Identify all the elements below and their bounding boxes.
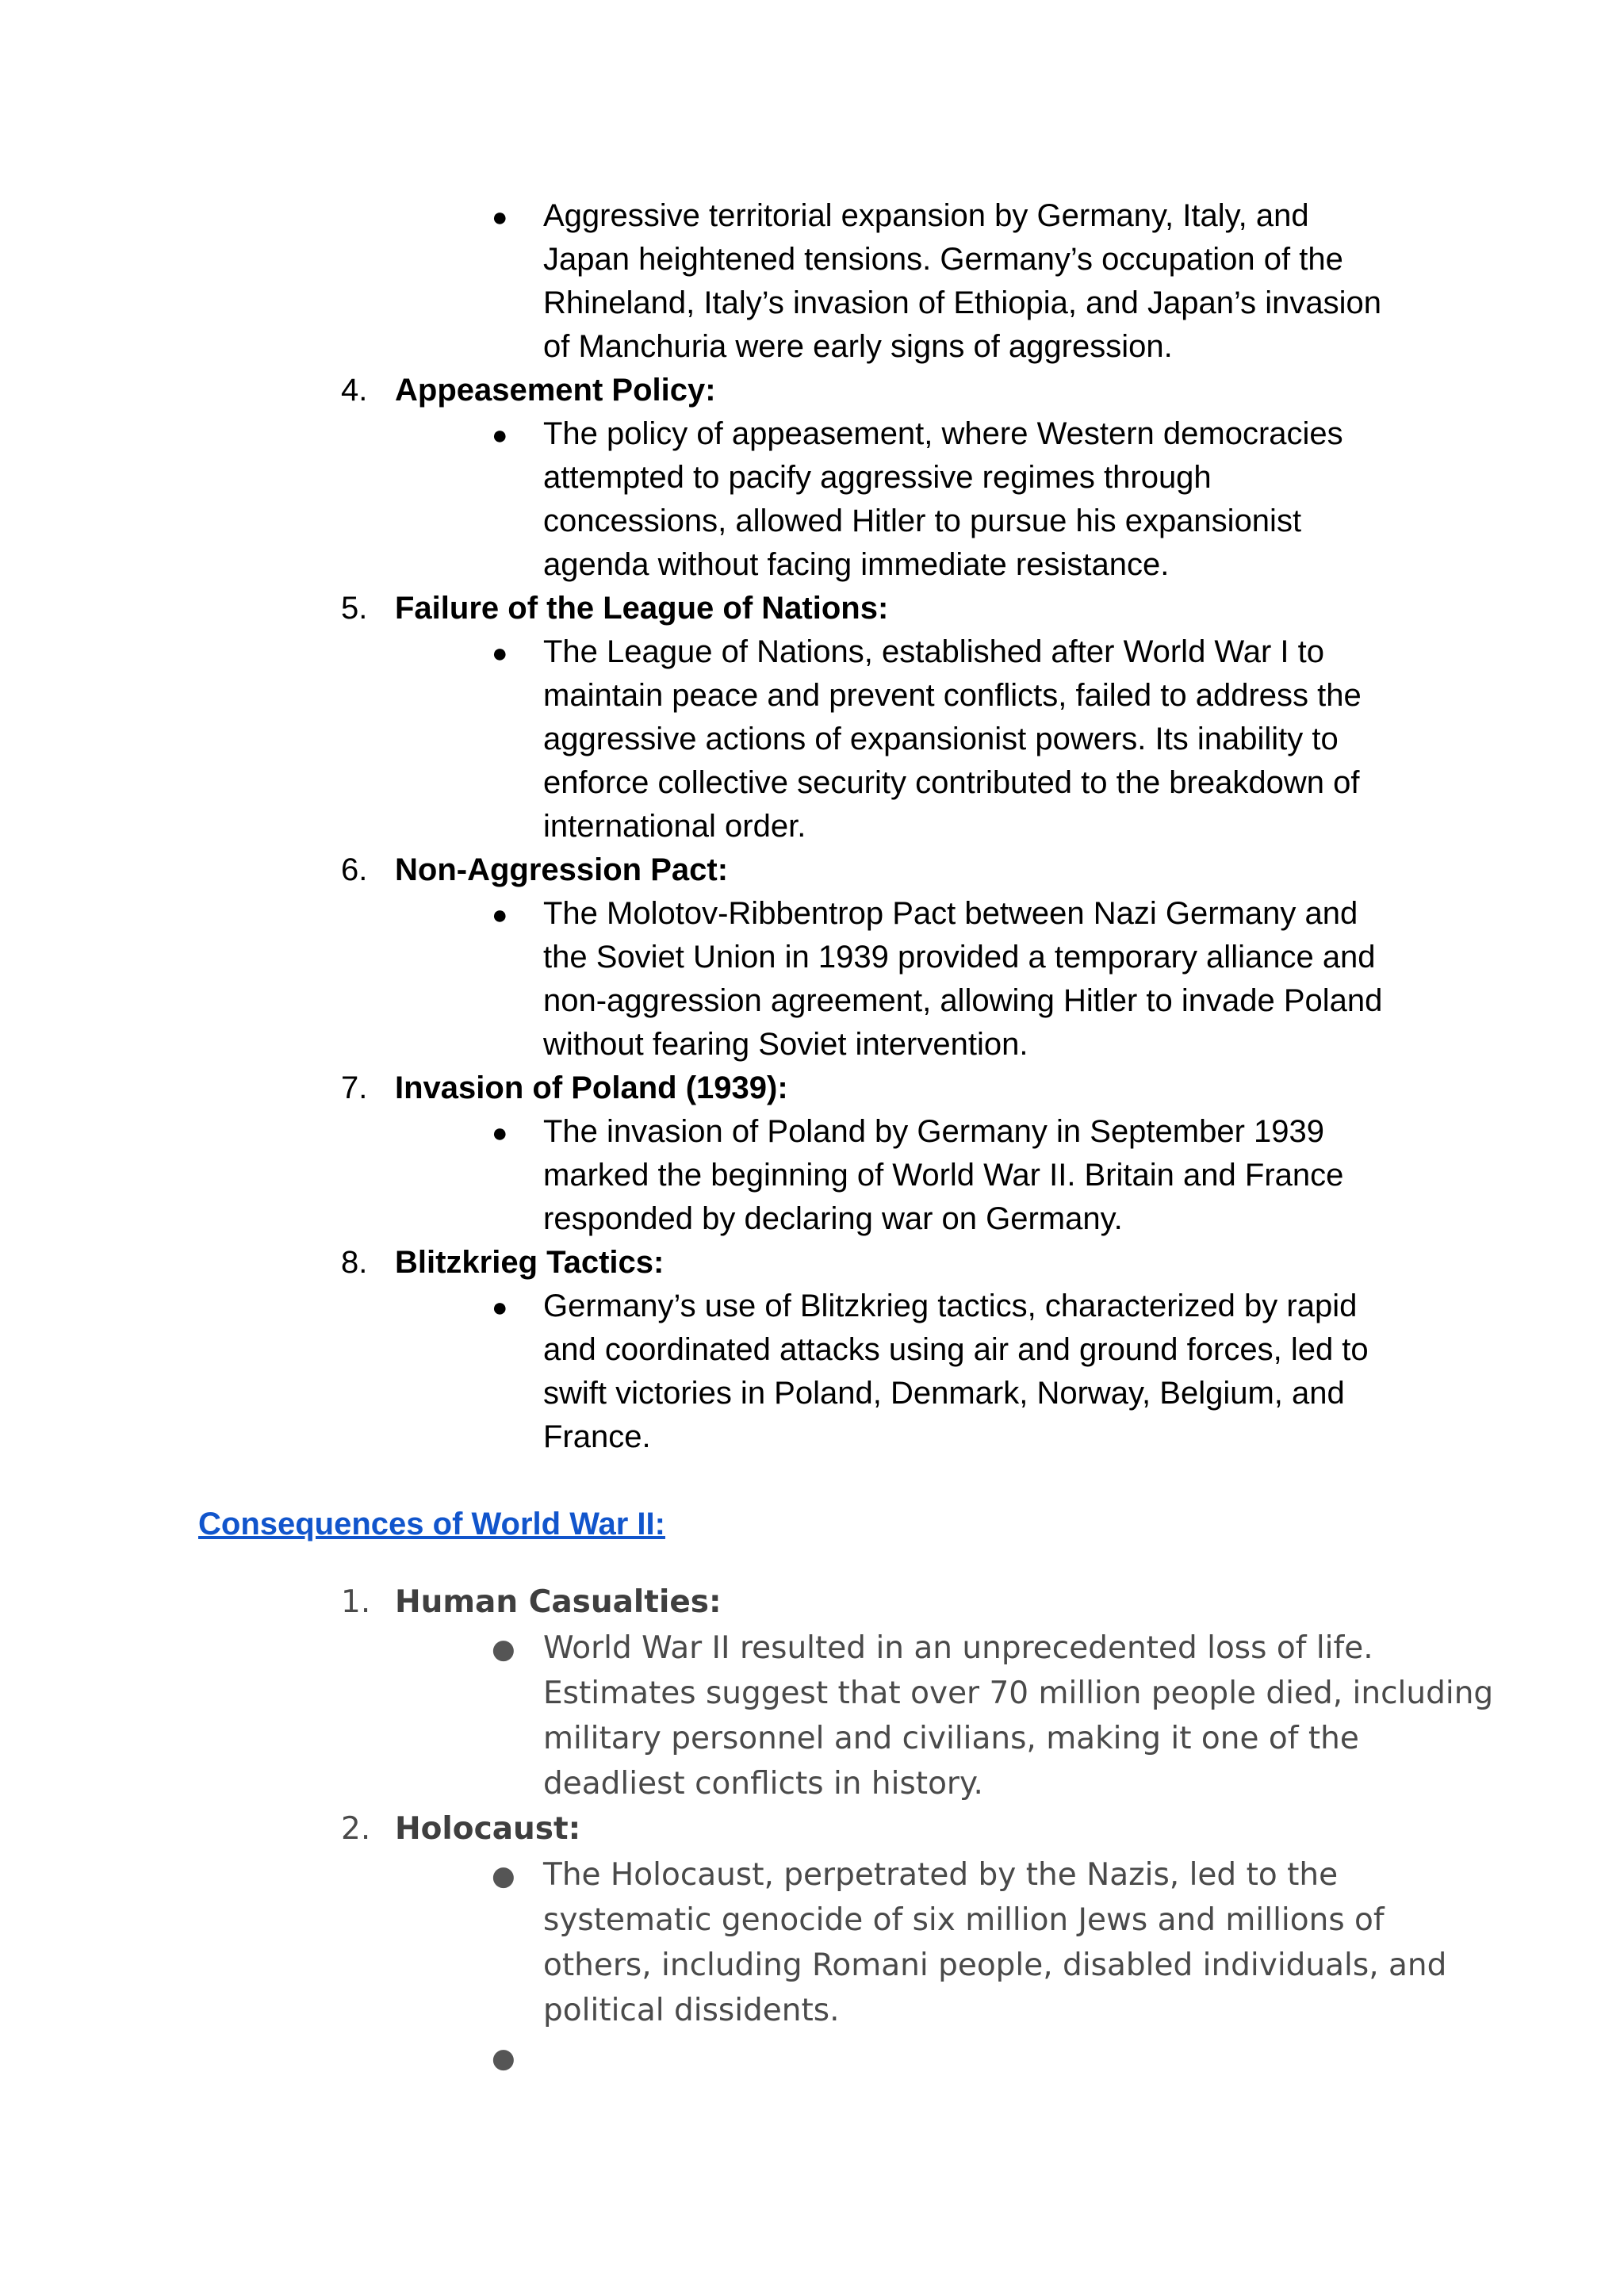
item-1-paragraph (543, 1626, 1494, 1806)
bullet-icon: ● (492, 1860, 515, 1892)
text-line: Rhineland, Italy’s invasion of Ethiopia, and Japan’s invasion (543, 285, 1381, 320)
text-line: The Holocaust, perpetrated by the Nazis, led to the (543, 1857, 1339, 1893)
bullet-icon: ● (492, 1633, 515, 1665)
bullet-icon: ● (492, 420, 508, 450)
text-line: enforce collective security contributed to the breakdown of (543, 765, 1360, 800)
item-2-paragraph (543, 1852, 1447, 2033)
text-line: concessions, allowed Hitler to pursue his expansionist (543, 504, 1302, 538)
text-line: and coordinated attacks using air and ground forces, led to (543, 1332, 1369, 1367)
text-line: deadliest conflicts in history. (543, 1766, 983, 1802)
text-line: responded by declaring war on Germany. (543, 1201, 1123, 1236)
consequences-heading-link[interactable]: Consequences of World War II: (198, 1507, 665, 1541)
bullet-icon: ● (492, 900, 508, 930)
item-heading-blitzkrieg: Blitzkrieg Tactics: (395, 1245, 665, 1280)
bullet-icon: ● (492, 202, 508, 232)
item-6-paragraph (543, 892, 1431, 1067)
item-4-paragraph (543, 412, 1431, 587)
text-line: swift victories in Poland, Denmark, Norway, Belgium, and (543, 1376, 1345, 1411)
text-line: The League of Nations, established after World War I to (543, 634, 1324, 669)
item-heading-appeasement: Appeasement Policy: (395, 373, 716, 408)
item-heading-league-failure: Failure of the League of Nations: (395, 591, 889, 626)
text-line: The policy of appeasement, where Western democracies (543, 416, 1343, 451)
item-heading-holocaust: Holocaust: (395, 1811, 581, 1847)
text-line: The Molotov-Ribbentrop Pact between Nazi Germany and (543, 896, 1358, 931)
text-line: the Soviet Union in 1939 provided a temporary alliance and (543, 940, 1376, 975)
list-number: 8. (341, 1245, 368, 1280)
text-line: Germany’s use of Blitzkrieg tactics, characterized by rapid (543, 1289, 1358, 1323)
bullet-icon: ● (492, 1293, 508, 1323)
item-heading-human-casualties: Human Casualties: (395, 1584, 722, 1620)
text-line: others, including Romani people, disabled individuals, and (543, 1947, 1447, 1983)
text-line: military personnel and civilians, making it one of the (543, 1721, 1359, 1756)
list-number: 6. (341, 852, 368, 887)
bullet-icon: ● (492, 1118, 508, 1148)
item-3-paragraph (543, 194, 1431, 369)
text-line: agenda without facing immediate resistance. (543, 547, 1170, 582)
text-line: France. (543, 1419, 651, 1454)
list-number: 2. (341, 1811, 371, 1847)
text-line: Japan heightened tensions. Germany’s occupation of the (543, 242, 1343, 277)
empty-bullet-icon: ● (492, 2043, 515, 2074)
text-line: World War II resulted in an unprecedented loss of life. (543, 1630, 1373, 1666)
text-line: attempted to pacify aggressive regimes through (543, 460, 1212, 495)
text-line: Aggressive territorial expansion by Germany, Italy, and (543, 198, 1309, 233)
text-line: marked the beginning of World War II. Britain and France (543, 1158, 1344, 1193)
text-line: The invasion of Poland by Germany in September 1939 (543, 1114, 1325, 1149)
text-line: systematic genocide of six million Jews and millions of (543, 1902, 1385, 1938)
list-number: 5. (341, 591, 368, 626)
text-line: non-aggression agreement, allowing Hitler to invade Poland (543, 983, 1383, 1018)
text-line: maintain peace and prevent conflicts, failed to address the (543, 678, 1362, 713)
item-heading-non-aggression: Non-Aggression Pact: (395, 852, 729, 887)
item-5-paragraph (543, 630, 1431, 848)
text-line: of Manchuria were early signs of aggression. (543, 329, 1173, 364)
list-number: 7. (341, 1070, 368, 1105)
list-number: 1. (341, 1584, 371, 1620)
text-line: international order. (543, 809, 806, 844)
item-7-paragraph (543, 1110, 1431, 1241)
text-line: Estimates suggest that over 70 million people died, including (543, 1676, 1494, 1711)
item-8-paragraph (543, 1285, 1431, 1459)
text-line: aggressive actions of expansionist powers. Its inability to (543, 722, 1339, 756)
text-line: without fearing Soviet intervention. (543, 1027, 1028, 1062)
list-number: 4. (341, 373, 368, 408)
item-heading-invasion-poland: Invasion of Poland (1939): (395, 1070, 788, 1105)
text-line: political dissidents. (543, 1993, 840, 2028)
bullet-icon: ● (492, 638, 508, 668)
